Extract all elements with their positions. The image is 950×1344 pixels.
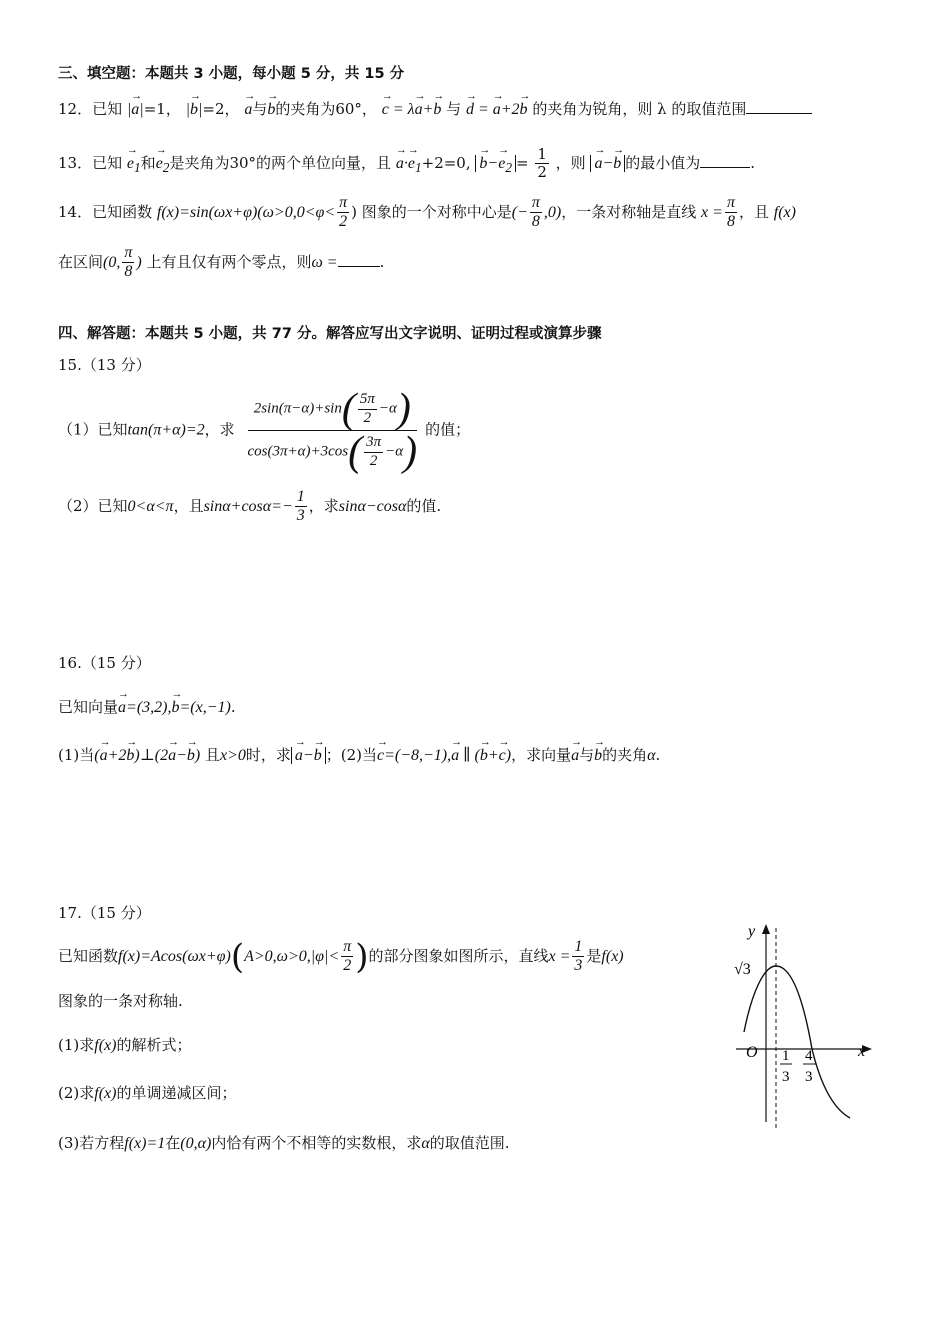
q13-text-7: 的最小值为 [625, 153, 701, 172]
question-14-line-2: 在区间(0, $\frac{\pi}{8}$ ) 上有且仅有两个零点，则ω = . [58, 244, 385, 281]
graph-y-label: y [748, 923, 756, 940]
q14-text-2: ) 图象的一个对称中心是 [351, 202, 512, 221]
q13-text-1: 已知 [92, 153, 123, 172]
graph-tick-1-num: 1 [782, 1048, 790, 1064]
question-14: 14．已知函数 f(x)=sin(ωx+φ)(ω>0,0<φ< $\frac{\pi}{2}$ ) 图象的一个对称中心是(− $\frac{\pi}{8}$ ,0)，一条对称轴是直线 x = $\frac{\pi}{8}$ ，且 f(x) [58, 194, 796, 231]
q13-number: 13． [58, 153, 93, 172]
question-13: 13．已知 → $e_1$和→ $e_2$是夹角为30°的两个单位向量，且 → $a\cdot\to e_1+2=0$, → $b-\to e_2$ = $\frac{1}{2}$ ，则 → a−→ b 的最小值为 . [58, 146, 755, 182]
graph-tick-2-den: 3 [805, 1069, 813, 1085]
q15-title: 15.（13 分） [58, 356, 151, 374]
graph-sqrt3-label: √3 [734, 961, 751, 978]
q16-line-1: 已知向量→ a=(3,2),→ b=(x,−1). [58, 696, 236, 717]
q13-text-6: ，则 [555, 153, 586, 172]
graph-curve [744, 966, 850, 1118]
q15-part-1: （1）已知tan(π+α)=2，求 2sin(π−α)+sin( $\frac{5\pi}{2}$ −α) cos(3π+α)+3cos( $\frac{3\pi}{2}$ −α) 的值； [58, 386, 471, 475]
q16-line-2: (1)当(→ a+2→ b)⊥(2→ a−→ b) 且x>0时，求→ a−→ b ；(2)当→ c=(−8,−1),→ a ∥ (→ b+→ c)，求向量→ a与→ b的夹角α. [58, 744, 660, 765]
q12-text-3: =2， [202, 100, 240, 118]
q14-function: f(x)=sin(ωx+φ)(ω>0,0<φ< [156, 203, 336, 221]
q12-text-4: 与 [252, 100, 268, 118]
q15-big-fraction: 2sin(π−α)+sin( $\frac{5\pi}{2}$ −α) cos(3π+α)+3cos( $\frac{3\pi}{2}$ −α) [247, 386, 418, 475]
graph-tick-1-den: 3 [782, 1069, 790, 1085]
q14-text-3: ，一条对称轴是直线 [561, 202, 697, 221]
graph-x-label: x [858, 1043, 866, 1060]
q12-answer-blank[interactable] [746, 112, 812, 114]
q13-answer-blank[interactable] [700, 166, 750, 168]
q16-title: 16.（15 分） [58, 654, 151, 672]
question-12: 12．已知 |→ a|=1， |→ b|=2， → a与→ b的夹角为60°， → c = λ→ a+→ b 与 → d = → a+2→ b 的夹角为锐角，则 λ 的取值范围 [58, 98, 812, 119]
q13-text-4: +2=0, [421, 153, 471, 172]
graph-origin-label: O [746, 1044, 758, 1061]
section-4-heading: 四、解答题：本题共 5 小题，共 77 分。解答应写出文字说明、证明过程或演算步骤 [58, 326, 602, 342]
q17-part-2: (2)求f(x)的单调递减区间； [58, 1084, 237, 1102]
q13-half-fraction: $\frac{1}{2}$ [537, 145, 547, 182]
q14-answer-blank[interactable] [338, 265, 380, 267]
q17-part-3: (3)若方程f(x)=1在(0,α)内恰有两个不相等的实数根，求α的取值范围. [58, 1134, 510, 1152]
q17-part-1: (1)求f(x)的解析式； [58, 1036, 192, 1054]
q17-title: 17.（15 分） [58, 904, 151, 922]
q15-part-2: （2）已知0<α<π，且sinα+cosα=− $\frac{1}{3}$ ，求sinα−cosα的值. [58, 488, 442, 525]
section-3-heading: 三、填空题：本题共 3 小题，每小题 5 分，共 15 分 [58, 66, 405, 82]
q12-text-5: 的夹角为60°， [275, 100, 377, 118]
q12-text-1: 已知 [92, 100, 123, 118]
q17-line-1: 已知函数f(x)=Acos(ωx+φ)(A>0,ω>0,|φ|< $\frac{\pi}{2}$ )的部分图象如图所示，直线x = $\frac{1}{3}$ 是f(x) [58, 936, 624, 977]
q12-text-2: =1， [143, 100, 181, 118]
graph-tick-2-num: 4 [805, 1048, 813, 1064]
q14-text-4: ，且 [738, 202, 769, 221]
q12-text-6: 与 [446, 100, 462, 118]
q14-number: 14． [58, 202, 93, 221]
graph-y-arrow [762, 924, 770, 934]
q13-text-3: 是夹角为30°的两个单位向量，且 [169, 153, 392, 172]
q12-number: 12． [58, 100, 93, 118]
q17-function-graph [728, 922, 878, 1132]
q14-text-1: 已知函数 [92, 202, 153, 221]
q17-line-2: 图象的一条对称轴. [58, 992, 183, 1010]
q13-text-2: 和 [140, 153, 156, 172]
q12-text-7: 的夹角为锐角，则 λ 的取值范围 [532, 100, 747, 118]
q13-text-5: = [515, 153, 529, 172]
